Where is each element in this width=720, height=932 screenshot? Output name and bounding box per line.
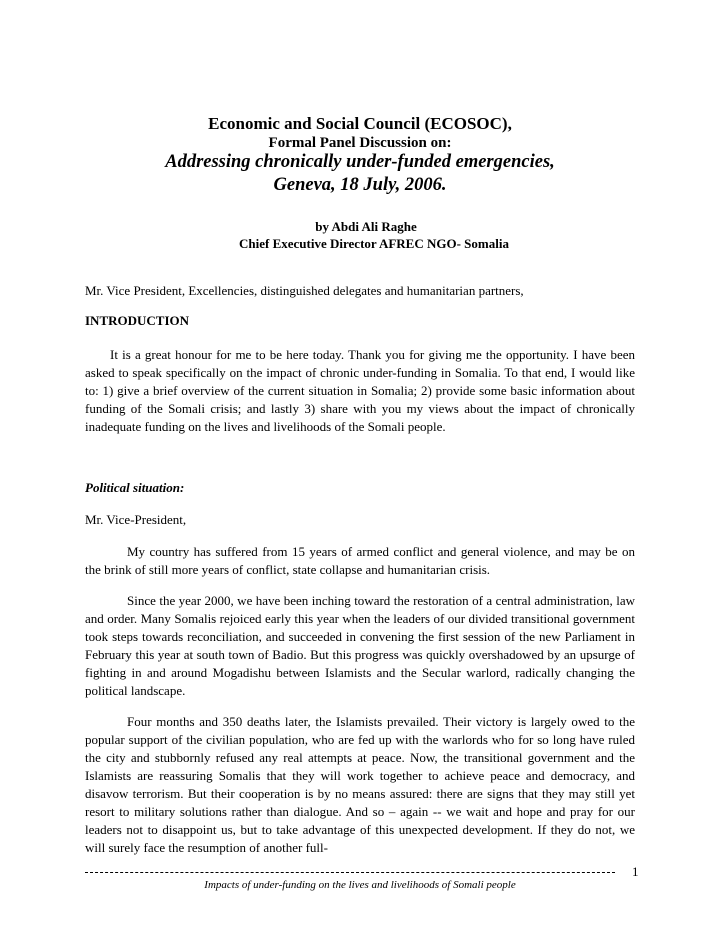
address-line: Mr. Vice-President, (85, 512, 187, 527)
introduction-paragraph: It is a great honour for me to be here today. Thank you for giving me the opportunity. I have been asked to speak specifically on the impact of chronic under-funding in Somalia. To that end, I would like to: 1) give a brief overview of the current situation in Somalia; 2) provide some basic information about funding of the Somali crisis; and lastly 3) share with you my views about the impact of chronically inadequate funding on the lives and livelihoods of the Somali people. (85, 347, 635, 434)
panel-topic: Addressing chronically under-funded emergencies, (165, 152, 555, 172)
paragraph-islamists: Four months and 350 deaths later, the Islamists prevailed. Their victory is largely owed to the popular support of the civilian population, who are fed up with the warlords who for so long have ruled the city and stubbornly refused any real attempts at peace. Now, the transitional government and the Islamists are reassuring Somalis that they will work together to achieve peace and democracy, and disavow terrorism. But their cooperation is by no means assured: there are signs that they may still yet resort to military solutions rather than dialogue. And so – again -- we wait and hope and pray for our leaders not to disappoint us, but to take advantage of this unexpected development. If they do not, we will surely face the resumption of another full- (85, 714, 635, 855)
author-title: Chief Executive Director AFREC NGO- Somalia (239, 236, 509, 251)
document-title: Economic and Social Council (ECOSOC), (208, 114, 512, 133)
paragraph-conflict: My country has suffered from 15 years of armed conflict and general violence, and may be on the brink of still more years of conflict, state collapse and humanitarian crisis. (85, 544, 635, 577)
footer-divider (85, 872, 615, 873)
document-subtitle: Formal Panel Discussion on: (268, 135, 452, 151)
political-situation-heading: Political situation: (85, 480, 185, 495)
event-place-date: Geneva, 18 July, 2006. (273, 175, 447, 195)
page-number: 1 (632, 864, 639, 879)
paragraph-transition: Since the year 2000, we have been inching toward the restoration of a central administration, law and order. Many Somalis rejoiced early this year when the leaders of our divided transitional government took steps towards reconciliation, and succeeded in convening the first session of the new Parliament in February this year at south town of Badio. But this progress was quickly overshadowed by an upsurge of fighting in and around Mogadishu between Islamists and the Secular warlord, radically changing the political landscape. (85, 593, 635, 698)
running-footer: Impacts of under-funding on the lives and livelihoods of Somali people (204, 879, 516, 891)
author-byline: by Abdi Ali Raghe (315, 219, 417, 234)
salutation: Mr. Vice President, Excellencies, distinguished delegates and humanitarian partners, (85, 283, 524, 298)
introduction-heading: INTRODUCTION (85, 313, 190, 328)
